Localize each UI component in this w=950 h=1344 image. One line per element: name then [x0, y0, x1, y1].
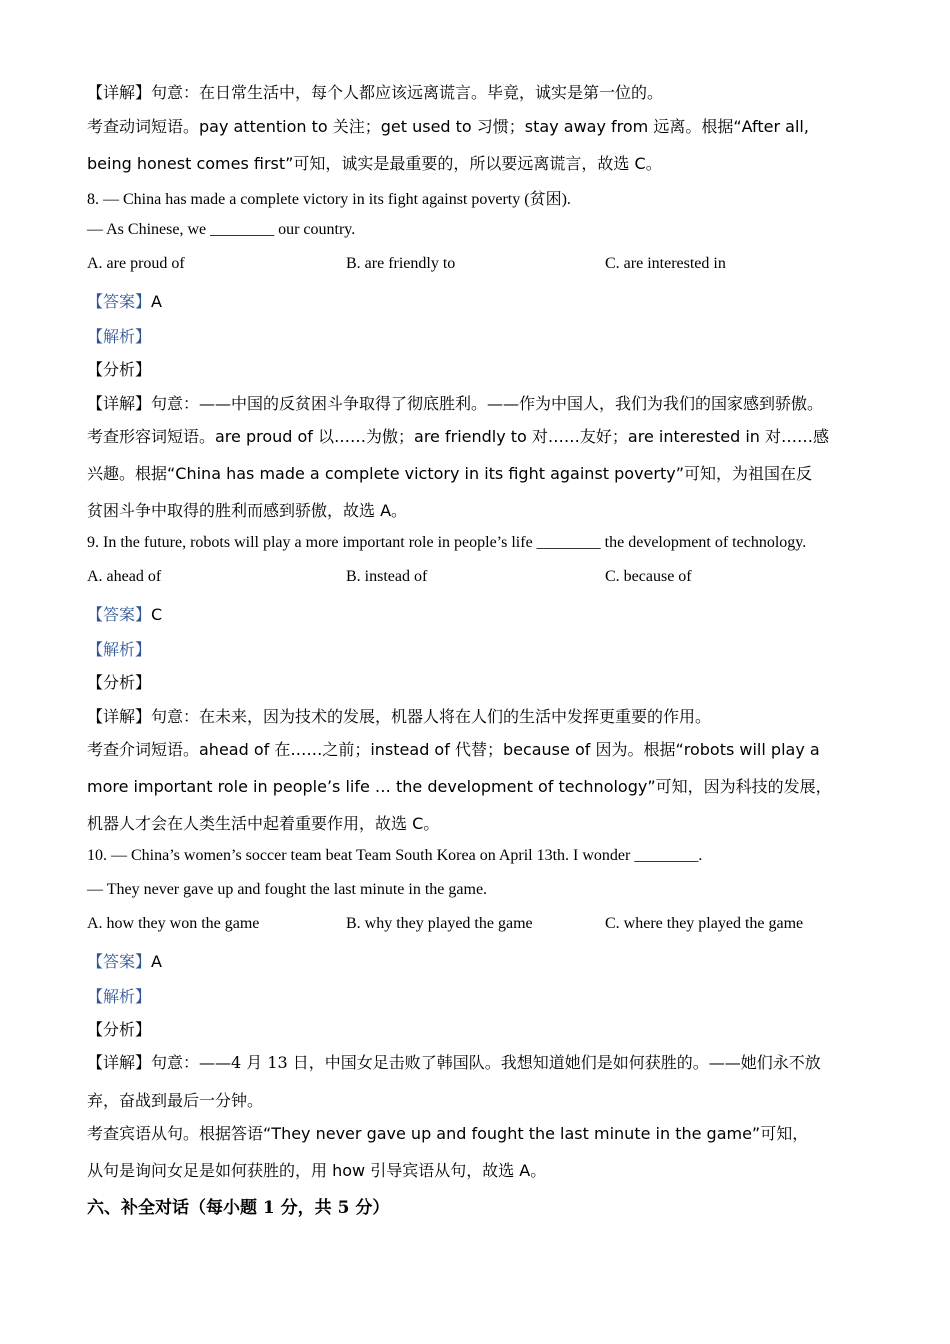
answer-value: C — [151, 605, 163, 624]
q10-option-c: C. where they played the game — [605, 915, 804, 932]
prev-explanation-1: 考查动词短语。pay attention to 关注；get used to 习惯；stay away from 远离。根据“After all, — [87, 117, 809, 136]
answer-label: 【答案】 — [87, 292, 152, 311]
q8-option-a: A. are proud of — [87, 255, 185, 272]
q9-answer — [87, 602, 162, 625]
q8-jiexi-label: 【解析】 — [87, 327, 152, 346]
q10-stem-1: 10. — China’s women’s soccer team beat Team South Korea on April 13th. I wonder ________. — [87, 847, 703, 864]
q10-explanation-1: 考查宾语从句。根据答语“They never gave up and fought the last minute in the game”可知， — [87, 1124, 809, 1143]
q10-option-a: A. how they won the game — [87, 915, 260, 932]
section-title: 六、补全对话（每小题 1 分，共 5 分） — [87, 1198, 390, 1218]
q10-stem-2: — They never gave up and fought the last minute in the game. — [87, 881, 488, 898]
q8-stem-1: 8. — China has made a complete victory in its fight against poverty (贫困). — [87, 191, 571, 208]
answer-value: A — [151, 952, 162, 971]
q8-explanation-3: 贫困斗争中取得的胜利而感到骄傲，故选 A。 — [87, 501, 408, 520]
answer-value: A — [151, 292, 162, 311]
q10-detail-1: 【详解】句意：——4 月 13 日，中国女足击败了韩国队。我想知道她们是如何获胜的。——她们永不放 — [87, 1053, 821, 1072]
q8-option-b: B. are friendly to — [346, 255, 456, 272]
q10-answer — [87, 949, 162, 972]
prev-explanation-2: being honest comes first”可知，诚实是最重要的，所以要远离谎言，故选 C。 — [87, 154, 662, 173]
q10-option-b: B. why they played the game — [346, 915, 533, 932]
q8-answer — [87, 289, 162, 312]
q9-option-b: B. instead of — [346, 568, 428, 585]
answer-label: 【答案】 — [87, 605, 152, 624]
q9-detail: 【详解】句意：在未来，因为技术的发展，机器人将在人们的生活中发挥更重要的作用。 — [87, 707, 712, 726]
q9-fenxi-label: 【分析】 — [87, 673, 152, 692]
q9-explanation-2: more important role in people’s life … the development of technology”可知，因为科技的发展， — [87, 777, 832, 796]
prev-detail: 【详解】句意：在日常生活中，每个人都应该远离谎言。毕竟，诚实是第一位的。 — [87, 83, 664, 102]
q10-fenxi-label: 【分析】 — [87, 1020, 152, 1039]
q9-option-a: A. ahead of — [87, 568, 162, 585]
q8-fenxi-label: 【分析】 — [87, 360, 152, 379]
q9-explanation-3: 机器人才会在人类生活中起着重要作用，故选 C。 — [87, 814, 440, 833]
answer-label: 【答案】 — [87, 952, 152, 971]
q9-stem-1: 9. In the future, robots will play a more important role in people’s life ________ the development of technology. — [87, 534, 807, 551]
q8-detail: 【详解】句意：——中国的反贫困斗争取得了彻底胜利。——作为中国人，我们为我们的国家感到骄傲。 — [87, 394, 824, 413]
q9-option-c: C. because of — [605, 568, 692, 585]
q8-explanation-2: 兴趣。根据“China has made a complete victory in its fight against poverty”可知，为祖国在反 — [87, 464, 813, 483]
q10-detail-2: 弃，奋战到最后一分钟。 — [87, 1091, 264, 1110]
q9-explanation-1: 考查介词短语。ahead of 在……之前；instead of 代替；because of 因为。根据“robots will play a — [87, 740, 820, 759]
q8-explanation-1: 考查形容词短语。are proud of 以……为傲；are friendly to 对……友好；are interested in 对……感 — [87, 427, 830, 446]
q9-jiexi-label: 【解析】 — [87, 640, 152, 659]
q8-option-c: C. are interested in — [605, 255, 726, 272]
q10-jiexi-label: 【解析】 — [87, 987, 152, 1006]
q8-stem-2: — As Chinese, we ________ our country. — [87, 221, 356, 238]
q10-explanation-2: 从句是询问女足是如何获胜的，用 how 引导宾语从句，故选 A。 — [87, 1161, 547, 1180]
